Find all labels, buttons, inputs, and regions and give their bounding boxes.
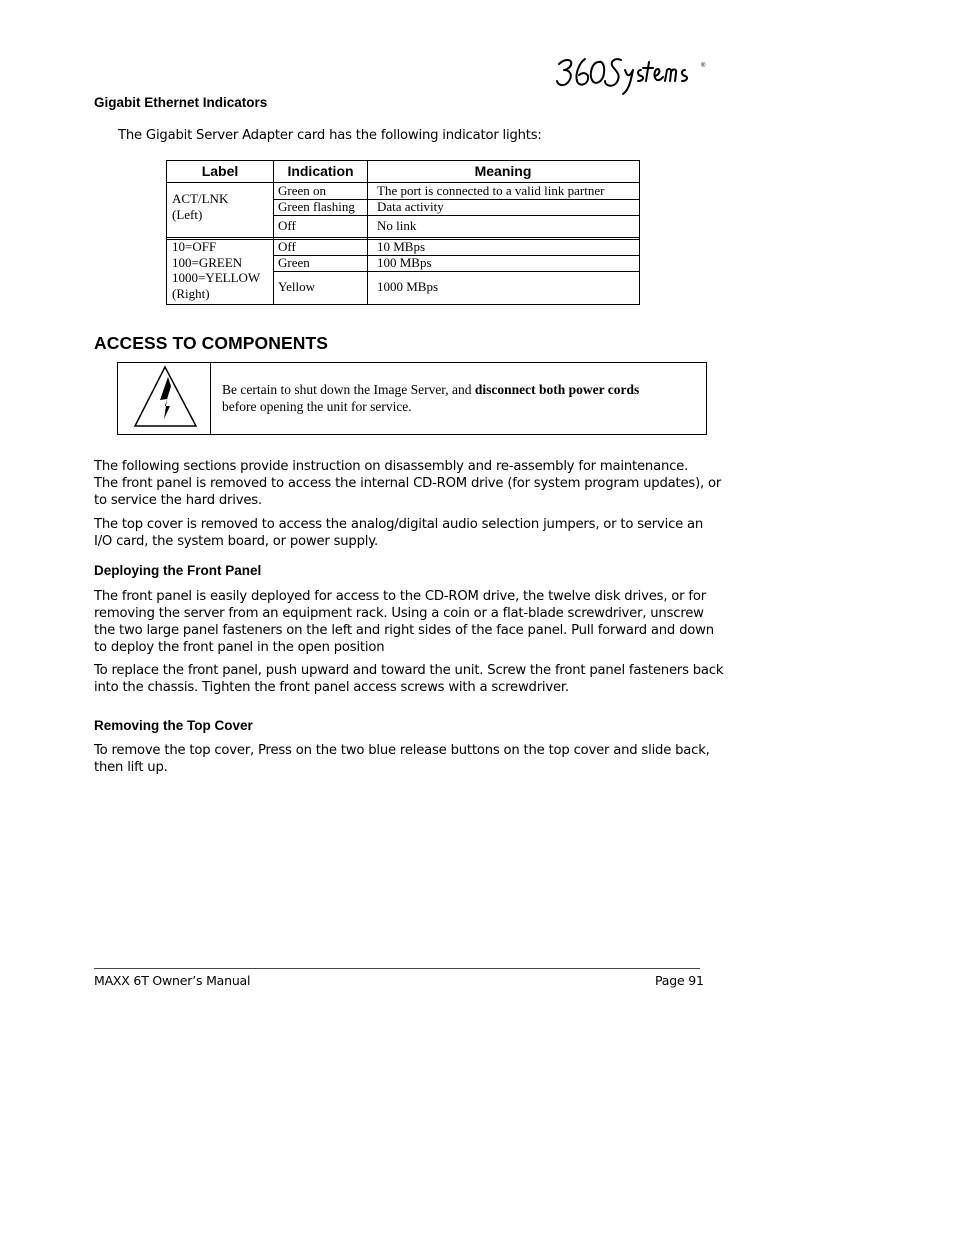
warning-text-post: before opening the unit for service. [222,399,412,414]
table-divider [273,255,639,256]
warning-text-pre: Be certain to shut down the Image Server, and [222,382,475,397]
section-heading-gigabit: Gigabit Ethernet Indicators [94,95,268,110]
footer-page-number: Page 91 [655,973,704,988]
table-cell-meaning: 1000 MBps [377,279,439,294]
table-divider [167,237,639,238]
table-cell-indication: Yellow [278,279,315,294]
table-cell-meaning: No link [377,218,417,233]
table-cell-meaning: The port is connected to a valid link partner [377,183,605,198]
label-line: 10=OFF [172,239,217,254]
label-line: ACT/LNK [172,191,229,206]
table-divider [273,215,639,216]
table-header-label: Label [201,163,239,179]
table-cell-indication: Off [278,239,296,254]
warning-icon-cell [118,363,211,434]
top-cover-paragraph-1: To remove the top cover, Press on the two blue release buttons on the top cover and slide back, then lift up. [94,743,710,775]
label-line: 100=GREEN [172,254,243,270]
table-label-speed [172,239,260,301]
table-cell-meaning: 10 MBps [377,239,426,254]
access-paragraph-2: The top cover is removed to access the analog/digital audio selection jumpers, or to service an I/O card, the system board, or power supply. [94,517,704,549]
indicator-table [166,160,640,305]
svg-text:®: ® [701,63,706,69]
subheading-front-panel: Deploying the Front Panel [94,563,262,578]
warning-text [222,381,692,415]
table-header-meaning: Meaning [474,163,532,179]
table-cell-indication: Green on [278,183,327,198]
company-logo [555,50,715,96]
label-line: (Right) [172,285,210,301]
access-paragraph-1-line-2: The front panel is removed to access the internal CD-ROM drive (for system program updates), or to service the hard drives. [94,476,722,508]
section-heading-access: ACCESS TO COMPONENTS [94,333,329,353]
footer-rule [94,968,700,969]
gigabit-intro-text: The Gigabit Server Adapter card has the following indicator lights: [118,128,542,143]
table-header-indication: Indication [287,163,354,179]
label-line: (Left) [172,206,203,222]
subheading-top-cover: Removing the Top Cover [94,718,253,733]
warning-text-bold: disconnect both power cords [474,382,640,397]
access-paragraph-1 [94,458,724,509]
footer-manual-title: MAXX 6T Owner’s Manual [94,973,251,988]
table-cell-meaning: 100 MBps [377,255,432,270]
access-paragraph-1-line-1: The following sections provide instruction on disassembly and re-assembly for maintenance. [94,459,689,474]
table-cell-indication: Green [278,255,310,270]
front-panel-paragraph-1: The front panel is easily deployed for access to the CD-ROM drive, the twelve disk drives, or for removing the server from an equipment rack. Using a coin or a flat-blade screwdriver, unscrew the two large panel fasteners on the left and right sides of the face panel. Pull forward and down to deploy the front panel in the open position [94,589,714,655]
warning-box [117,362,707,435]
table-cell-meaning: Data activity [377,199,444,214]
front-panel-paragraph-2: To replace the front panel, push upward and toward the unit. Screw the front panel fasteners back into the chassis. Tighten the front panel access screws with a screwdriver. [94,663,724,695]
table-cell-indication: Green flashing [278,199,355,214]
high-voltage-warning-icon [118,363,210,434]
table-divider [273,271,639,272]
table-cell-indication: Off [278,218,296,233]
label-line: 1000=YELLOW [172,270,261,285]
table-label-act-lnk [172,191,228,222]
